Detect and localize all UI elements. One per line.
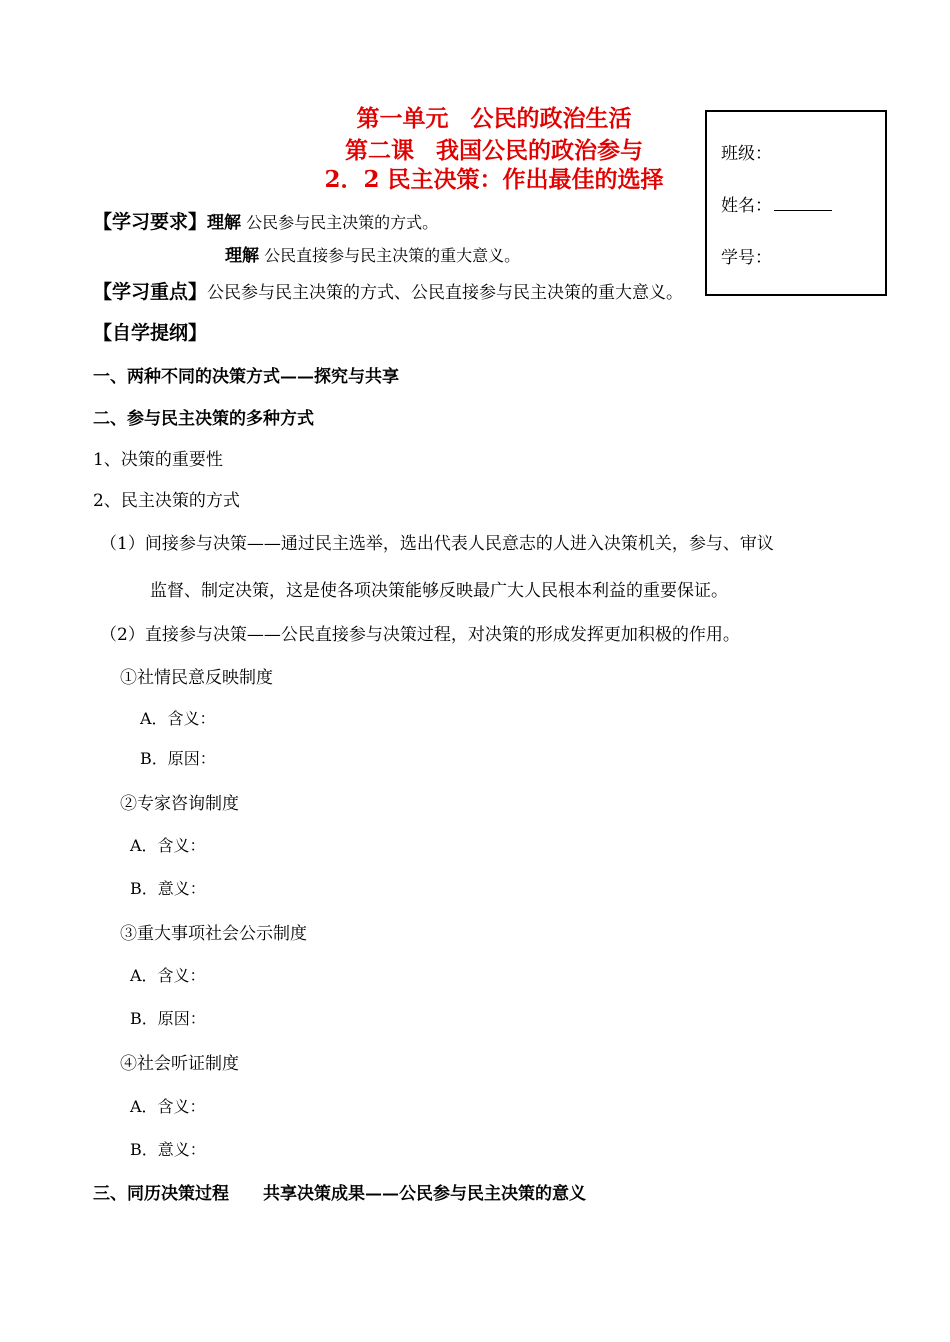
requirement-text-2: 公民直接参与民主决策的重大意义。 <box>264 246 521 265</box>
indirect-participation-line-2: 监督、制定决策，这是使各项决策能够反映最广大人民根本利益的重要保证。 <box>150 581 728 601</box>
section-heading-3-part-1: 三、同历决策过程 <box>93 1184 229 1204</box>
class-label: 班级： <box>721 144 772 164</box>
requirements-label: 【学习要求】 <box>93 211 208 233</box>
requirement-verb-2: 理解 <box>225 246 259 266</box>
system-4-meaning: A．含义： <box>130 1097 206 1116</box>
system-1-name: ①社情民意反映制度 <box>120 668 273 688</box>
section-heading-3 <box>93 1179 586 1204</box>
system-2-significance: B．意义： <box>130 879 206 898</box>
system-4-name: ④社会听证制度 <box>120 1054 239 1074</box>
section-title: 2．2 民主决策：作出最佳的选择 <box>324 166 664 193</box>
class-field[interactable] <box>721 139 772 164</box>
unit-title-name: 公民的政治生活 <box>470 105 632 132</box>
name-label: 姓名： <box>721 196 772 216</box>
system-3-name: ③重大事项社会公示制度 <box>120 924 307 944</box>
section-heading-3-part-2: 共享决策成果——公民参与民主决策的意义 <box>263 1184 586 1204</box>
requirement-text-1: 公民参与民主决策的方式。 <box>246 213 439 232</box>
system-4-significance: B．意义： <box>130 1140 206 1159</box>
system-3-reason: B．原因： <box>130 1009 206 1028</box>
system-2-name: ②专家咨询制度 <box>120 794 239 814</box>
system-3-meaning: A．含义： <box>130 966 206 985</box>
outline-item-1: 1、决策的重要性 <box>93 450 223 470</box>
section-heading-2: 二、参与民主决策的多种方式 <box>93 409 314 429</box>
key-points-row <box>93 277 683 304</box>
system-2-meaning: A．含义： <box>130 836 206 855</box>
key-points-label: 【学习重点】 <box>93 281 208 303</box>
requirement-verb-1: 理解 <box>207 213 242 233</box>
indirect-participation-line-1: （1）间接参与决策——通过民主选举，选出代表人民意志的人进入决策机关，参与、审议 <box>100 534 774 554</box>
lesson-title-name: 我国公民的政治参与 <box>436 137 643 164</box>
outline-item-2: 2、民主决策的方式 <box>93 491 240 511</box>
name-blank-line[interactable] <box>774 196 832 211</box>
outline-label: 【自学提纲】 <box>93 322 208 344</box>
id-field[interactable] <box>721 243 772 268</box>
system-1-meaning: A．含义： <box>140 709 216 728</box>
requirements-row-1 <box>93 207 438 234</box>
key-points-text: 公民参与民主决策的方式、公民直接参与民主决策的重大意义。 <box>207 283 684 303</box>
name-field[interactable] <box>721 191 832 216</box>
id-label: 学号： <box>721 248 772 268</box>
lesson-title-number: 第二课 <box>345 137 414 164</box>
unit-title-number: 第一单元 <box>356 105 449 132</box>
student-info-box <box>705 110 887 296</box>
section-heading-1: 一、两种不同的决策方式——探究与共享 <box>93 367 399 387</box>
system-1-reason: B．原因： <box>140 749 216 768</box>
direct-participation: （2）直接参与决策——公民直接参与决策过程，对决策的形成发挥更加积极的作用。 <box>100 625 740 645</box>
requirements-row-2 <box>225 241 520 266</box>
